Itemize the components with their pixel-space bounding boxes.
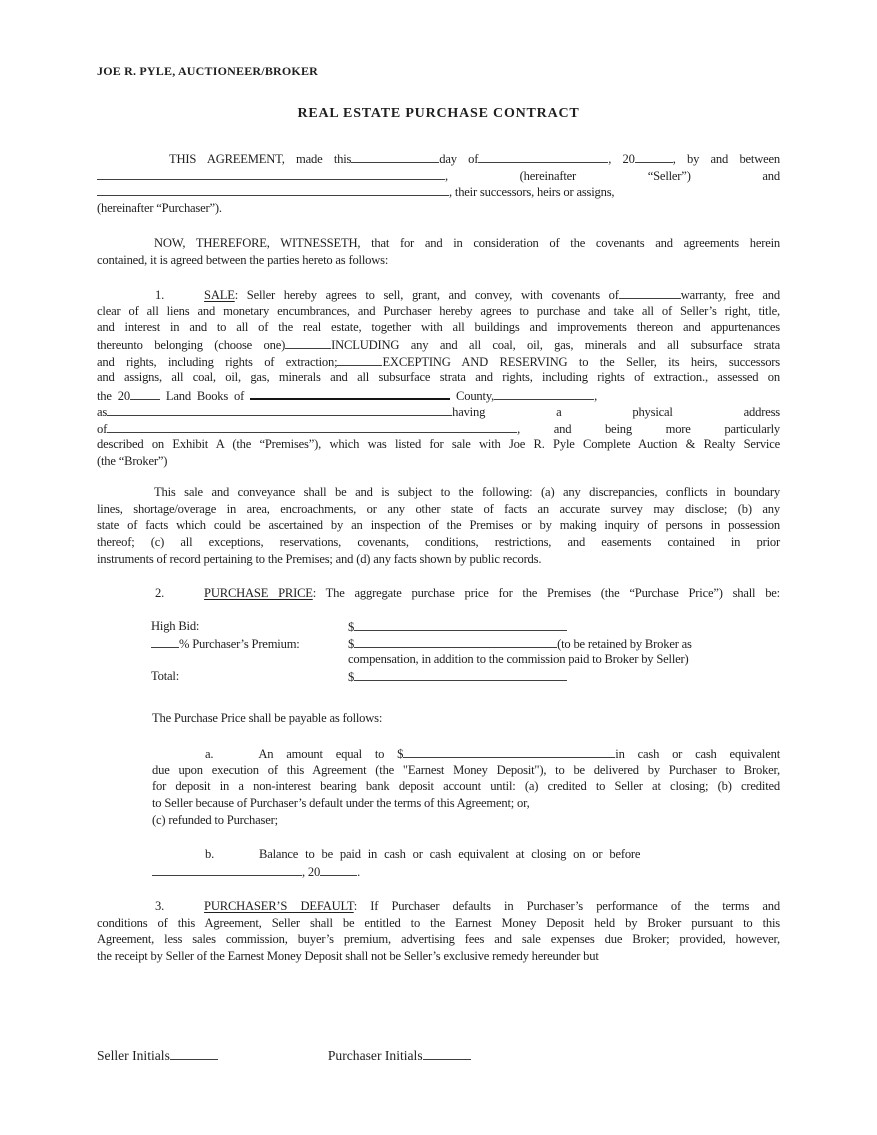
fill-in-blank bbox=[250, 386, 450, 400]
payable-line bbox=[152, 710, 780, 727]
text-line bbox=[152, 812, 780, 829]
text-run: having a physical address bbox=[452, 404, 780, 419]
text-line bbox=[97, 286, 780, 303]
purchase-price-table bbox=[151, 618, 780, 685]
text-run: Agreement, less sales commission, buyer’s premium, advertising fees and sale expenses due Broker; provided, however, bbox=[97, 932, 780, 947]
fill-in-blank bbox=[354, 618, 567, 631]
text-run: $ bbox=[348, 636, 355, 651]
tab-space bbox=[97, 298, 155, 299]
fill-in-blank bbox=[152, 863, 302, 876]
section-2-purchase-price-heading bbox=[97, 585, 780, 602]
price-value-cell bbox=[348, 635, 780, 652]
text-run: in cash or cash equivalent bbox=[615, 747, 780, 761]
tab-space bbox=[152, 857, 205, 858]
text-line bbox=[152, 745, 780, 762]
text-line bbox=[97, 517, 780, 534]
text-line bbox=[151, 668, 780, 685]
text-run: Land Books of bbox=[159, 389, 251, 404]
fill-in-blank bbox=[107, 420, 517, 433]
text-line bbox=[97, 501, 780, 518]
section-3-purchasers-default bbox=[97, 898, 780, 965]
text-run: contained, it is agreed between the parties hereto as follows: bbox=[97, 252, 389, 267]
text-line bbox=[152, 795, 780, 812]
text-line bbox=[97, 303, 780, 320]
text-run: . bbox=[357, 864, 361, 879]
text-run: NOW, THEREFORE, WITNESSETH, that for and in consideration of the covenants and agreements herein bbox=[154, 236, 780, 250]
text-run: INCLUDING any and all coal, oil, gas, minerals and all subsurface strata bbox=[331, 338, 780, 353]
fill-in-blank bbox=[107, 403, 452, 416]
tab-space bbox=[97, 162, 169, 163]
fill-in-blank bbox=[635, 150, 673, 163]
paragraph-b-balance bbox=[152, 846, 780, 879]
text-run: of bbox=[97, 421, 108, 436]
text-run: , by and between bbox=[672, 152, 780, 166]
text-run: 1. bbox=[155, 288, 165, 302]
price-label-cell bbox=[151, 635, 348, 652]
document-title: REAL ESTATE PURCHASE CONTRACT bbox=[297, 106, 580, 121]
text-run: The Purchase Price shall be payable as follows: bbox=[152, 711, 383, 725]
fill-in-blank bbox=[494, 387, 594, 400]
fill-in-blank bbox=[170, 1047, 218, 1060]
text-line bbox=[97, 235, 780, 252]
text-line bbox=[97, 183, 780, 200]
text-run: and rights, including rights of extraction; bbox=[97, 354, 338, 369]
text-run: day of bbox=[439, 152, 479, 166]
paragraph-a-earnest-money bbox=[152, 745, 780, 828]
text-line bbox=[97, 252, 780, 269]
text-line bbox=[151, 651, 780, 668]
text-line bbox=[97, 386, 780, 403]
text-run: the 20 bbox=[97, 389, 130, 404]
text-line bbox=[97, 353, 780, 370]
text-line bbox=[97, 551, 780, 568]
text-line bbox=[97, 931, 780, 948]
fill-in-blank bbox=[351, 150, 439, 163]
text-run: Balance to be paid in cash or cash equivalent at closing on or before bbox=[259, 847, 641, 861]
price-value-cell bbox=[348, 651, 780, 668]
section-1-sale bbox=[97, 286, 780, 470]
text-run: to Seller because of Purchaser’s default under the terms of this Agreement; or, bbox=[152, 796, 530, 811]
fill-in-blank bbox=[354, 635, 557, 648]
text-run: 2. bbox=[155, 586, 165, 600]
fill-in-blank bbox=[423, 1047, 471, 1060]
tab-space bbox=[214, 857, 259, 858]
text-run: described on Exhibit A (the “Premises”), which was listed for sale with Joe R. Pyle Complete Auction & Realty Service bbox=[97, 437, 780, 452]
tab-space bbox=[213, 757, 258, 758]
text-line bbox=[152, 863, 780, 880]
text-run: This sale and conveyance shall be and is subject to the following: (a) any discrepancies, conflicts in boundary bbox=[154, 485, 780, 499]
text-line bbox=[152, 778, 780, 795]
text-run: , 20 bbox=[302, 864, 321, 879]
fill-in-blank bbox=[337, 353, 382, 366]
text-line bbox=[97, 484, 780, 501]
tab-space bbox=[97, 246, 154, 247]
opening-paragraph bbox=[97, 150, 780, 217]
text-run: thereunto belonging (choose one) bbox=[97, 338, 286, 353]
text-run: : The aggregate purchase price for the Premises (the “Purchase Price”) shall be: bbox=[312, 586, 780, 600]
initials-footer bbox=[97, 1047, 780, 1064]
tab-space bbox=[152, 757, 205, 758]
tab-space bbox=[218, 1059, 328, 1060]
text-run: 3. bbox=[155, 899, 165, 913]
tab-space bbox=[97, 596, 155, 597]
text-line bbox=[97, 948, 780, 965]
text-run: (hereinafter “Purchaser”). bbox=[97, 201, 222, 216]
fill-in-blank bbox=[403, 745, 615, 758]
text-run: , and being more particularly bbox=[517, 421, 780, 436]
text-line bbox=[97, 167, 780, 184]
text-line bbox=[97, 150, 780, 167]
text-run: due upon execution of this Agreement (the "Earnest Money Deposit"), to be delivered by Purchaser to Broker, bbox=[152, 762, 780, 777]
text-line bbox=[97, 336, 780, 353]
text-line bbox=[97, 898, 780, 915]
text-run: (c) refunded to Purchaser; bbox=[152, 812, 278, 827]
letterhead: JOE R. PYLE, AUCTIONEER/BROKER bbox=[97, 64, 319, 78]
text-run: thereof; (c) all exceptions, reservations, covenants, conditions, restrictions, and easements contained in prior bbox=[97, 535, 780, 550]
text-run: THIS AGREEMENT, made this bbox=[169, 152, 352, 166]
text-run: % Purchaser’s Premium: bbox=[179, 636, 300, 651]
text-run: , 20 bbox=[608, 152, 635, 166]
text-run: state of facts which could be ascertained by an inspection of the Premises or by making inquiry of persons in possession bbox=[97, 518, 780, 533]
fill-in-blank bbox=[130, 387, 160, 400]
text-run: b. bbox=[205, 847, 215, 861]
text-line bbox=[97, 403, 780, 420]
fill-in-blank bbox=[320, 863, 357, 876]
text-run: : If Purchaser defaults in Purchaser’s performance of the terms and bbox=[353, 899, 780, 913]
text-run: as bbox=[97, 404, 108, 419]
text-run: $ bbox=[348, 670, 355, 685]
underlined-heading: PURCHASE PRICE bbox=[204, 586, 313, 600]
text-line bbox=[97, 534, 780, 551]
text-line bbox=[97, 319, 780, 336]
text-line bbox=[97, 915, 780, 932]
text-run: for deposit in a non-interest bearing bank deposit account until: (a) credited to Seller at closing; (b) credited bbox=[152, 779, 780, 794]
text-run: High Bid: bbox=[151, 619, 200, 633]
text-run: , their successors, heirs or assigns, bbox=[449, 185, 615, 200]
text-run: the receipt by Seller of the Earnest Money Deposit shall not be Seller’s exclusive remedy hereunder but bbox=[97, 949, 599, 964]
underlined-heading: SALE bbox=[204, 288, 235, 302]
text-line bbox=[152, 710, 780, 727]
text-run: Seller Initials bbox=[97, 1048, 170, 1063]
conveyance-paragraph bbox=[97, 484, 780, 567]
price-value-cell bbox=[348, 618, 780, 635]
text-line bbox=[97, 369, 780, 386]
tab-space bbox=[164, 596, 204, 597]
text-run: warranty, free and bbox=[680, 288, 780, 302]
text-line bbox=[97, 585, 780, 602]
fill-in-blank bbox=[619, 286, 681, 299]
text-run: $ bbox=[348, 620, 355, 634]
text-line bbox=[97, 453, 780, 470]
text-run: An amount equal to $ bbox=[258, 747, 404, 761]
price-label-cell bbox=[151, 618, 348, 635]
text-line bbox=[97, 436, 780, 453]
fill-in-blank bbox=[97, 183, 449, 196]
witnesseth-paragraph bbox=[97, 235, 780, 268]
tab-space bbox=[164, 909, 204, 910]
text-run: a. bbox=[205, 747, 214, 761]
text-run: instruments of record pertaining to the Premises; and (d) any facts shown by public records. bbox=[97, 551, 542, 566]
tab-space bbox=[97, 909, 155, 910]
fill-in-blank bbox=[478, 150, 608, 163]
fill-in-blank bbox=[97, 167, 445, 180]
text-run: County, bbox=[450, 389, 495, 404]
fill-in-blank bbox=[285, 336, 331, 349]
price-value-cell bbox=[348, 668, 780, 685]
text-run: Total: bbox=[151, 669, 179, 684]
text-line bbox=[97, 1047, 780, 1064]
text-run: conditions of this Agreement, Seller shall be entitled to the Earnest Money Deposit held by Broker pursuant to this bbox=[97, 915, 780, 930]
text-run: lines, shortage/overage in area, encroachments, or any other state of facts an accurate survey may disclose; (b) any bbox=[97, 501, 780, 516]
underlined-heading: PURCHASER’S DEFAULT bbox=[204, 899, 354, 913]
text-run: clear of all liens and monetary encumbrances, and Purchaser hereby agrees to purchase and take all of Seller’s right, title, bbox=[97, 303, 780, 318]
text-line bbox=[97, 200, 780, 217]
text-run: , bbox=[594, 389, 598, 404]
price-label-cell bbox=[151, 668, 348, 685]
text-line bbox=[152, 762, 780, 779]
text-line bbox=[151, 618, 780, 635]
text-run: and assigns, all coal, oil, gas, minerals and all subsurface strata and rights, including rights of extraction., assessed on bbox=[97, 370, 780, 385]
text-run: and interest in and to all of the real estate, together with all buildings and improvements thereon and appurtenances bbox=[97, 320, 780, 335]
price-label-cell bbox=[151, 651, 348, 668]
text-line bbox=[152, 846, 780, 863]
text-line bbox=[151, 635, 780, 652]
text-run: : Seller hereby agrees to sell, grant, and convey, with covenants of bbox=[234, 288, 619, 302]
tab-space bbox=[164, 298, 204, 299]
text-run: Purchaser Initials bbox=[327, 1048, 423, 1063]
text-run: (to be retained by Broker as bbox=[557, 636, 692, 651]
fill-in-blank bbox=[151, 635, 179, 648]
text-run: compensation, in addition to the commission paid to Broker by Seller) bbox=[348, 652, 689, 667]
tab-space bbox=[97, 495, 154, 496]
text-run: (the “Broker”) bbox=[97, 453, 168, 468]
text-line bbox=[97, 420, 780, 437]
fill-in-blank bbox=[354, 668, 567, 681]
text-run: , (hereinafter “Seller”) and bbox=[445, 168, 780, 183]
text-run: EXCEPTING AND RESERVING to the Seller, its heirs, successors bbox=[382, 354, 780, 369]
